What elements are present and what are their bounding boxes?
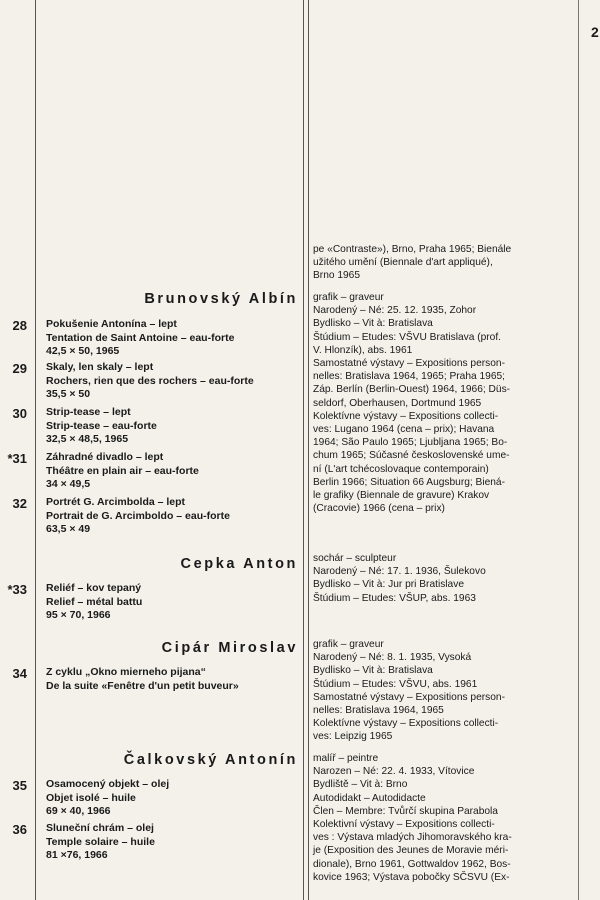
bio-line: nelles: Bratislava 1964, 1965 [313, 705, 444, 717]
bio-line: (Cracovie) 1966 (cena – prix) [313, 503, 445, 515]
work-line: Portrait de G. Arcimboldo – eau-forte [46, 509, 230, 522]
work-line: Z cyklu „Okno mierneho pijana“ [46, 666, 206, 678]
bio-line: Bydlisko – Vit à: Bratislava [313, 318, 433, 330]
work-line: Relief – métal battu [46, 595, 143, 608]
bio-line: ves : Výstava mladých Jihomoravského kra- [313, 832, 512, 844]
bio-line: V. Hlonzík), abs. 1961 [313, 344, 413, 356]
bio-line: ves: Leipzig 1965 [313, 731, 393, 743]
work-line: 95 × 70, 1966 [46, 609, 111, 621]
work-item [46, 822, 302, 863]
work-line: Osamocený objekt – olej [46, 778, 170, 790]
work-item [46, 451, 302, 492]
work-item [46, 496, 302, 537]
work-line: Reliéf – kov tepaný [46, 582, 142, 594]
work-item [46, 361, 302, 402]
work-line: Rochers, rien que des rochers – eau-forte [46, 374, 254, 387]
artist-name: Cepka Anton [180, 556, 298, 572]
bio-line: grafik – graveur [313, 292, 384, 303]
column-rule-left [35, 0, 36, 900]
column-rule-middle-a [303, 0, 304, 900]
work-line: Sluneční chrám – olej [46, 822, 154, 834]
artist-name: Cipár Miroslav [161, 640, 298, 656]
bio-line: pe «Contraste»), Brno, Praha 1965; Bienále [313, 244, 512, 255]
catalogue-number: 36 [12, 822, 27, 837]
bio-line: Člen – Membre: Tvůrčí skupina Parabola [313, 805, 498, 817]
bio-line: ves: Lugano 1964 (cena – prix); Havana [313, 424, 495, 436]
catalogue-number: 34 [12, 666, 27, 681]
artist-name: Čalkovský Antonín [123, 752, 298, 768]
work-line: 32,5 × 48,5, 1965 [46, 433, 129, 445]
bio-line: chum 1965; Súčasné československé ume- [313, 450, 510, 462]
catalogue-number: 30 [12, 406, 27, 421]
work-line: Tentation de Saint Antoine – eau-forte [46, 331, 235, 344]
artist-bio [313, 552, 575, 605]
work-line: 42,5 × 50, 1965 [46, 345, 120, 357]
bio-line: Bydlisko – Vit à: Bratislava [313, 665, 433, 677]
bio-line: Brno 1965 [313, 270, 361, 282]
bio-line: Štúdium – Etudes: VŠVU Bratislava (prof. [313, 331, 501, 343]
bio-line: Kolektívne výstavy – Expositions collecti- [313, 718, 499, 730]
work-item [46, 582, 302, 623]
work-item [46, 406, 302, 447]
work-line: Strip-tease – eau-forte [46, 419, 157, 432]
bio-line: Bydlisko – Vit à: Jur pri Bratislave [313, 579, 464, 591]
bio-line: seldorf, Oberhausen, Dortmund 1965 [313, 397, 482, 409]
work-line: 34 × 49,5 [46, 478, 91, 490]
bio-line: kovice 1963; Výstava pobočky SČSVU (Ex- [313, 871, 510, 883]
bio-line: Štúdium – Etudes: VŠVU, abs. 1961 [313, 678, 478, 690]
work-line: 35,5 × 50 [46, 388, 91, 400]
work-line: Skaly, len skaly – lept [46, 361, 154, 373]
catalogue-number: 35 [12, 778, 27, 793]
work-line: Objet isolé – huile [46, 791, 136, 804]
work-item [46, 666, 302, 693]
work-line: Portrét G. Arcimbolda – lept [46, 496, 186, 508]
bio-line: le grafiky (Biennale de gravure) Krakov [313, 490, 490, 502]
work-item [46, 778, 302, 819]
bio-line: Samostatné výstavy – Expositions person- [313, 358, 505, 370]
bio-line: užitého umění (Biennale d'art appliqué), [313, 257, 493, 269]
catalogue-number: *33 [7, 582, 27, 597]
bio-line: dionale), Brno 1961, Gottwaldov 1962, Bos- [313, 858, 511, 870]
bio-line: Autodidakt – Autodidacte [313, 792, 426, 804]
bio-line: Kolektívne výstavy – Expositions collecti- [313, 410, 499, 422]
bio-line: Samostatné výstavy – Expositions person- [313, 691, 505, 703]
work-line: De la suite «Fenêtre d'un petit buveur» [46, 679, 239, 692]
work-line: Pokušenie Antonína – lept [46, 318, 177, 330]
bio-line: Berlin 1966; Situation 66 Augsburg; Biená- [313, 476, 505, 488]
bio-line: je (Exposition des Jeunes de Moravie méri- [313, 845, 509, 857]
bio-line: Narodený – Né: 17. 1. 1936, Šulekovo [313, 566, 486, 578]
bio-line: 1964; São Paulo 1965; Ljubljana 1965; Bo- [313, 437, 508, 449]
work-line: 81 ×76, 1966 [46, 849, 108, 861]
column-rule-middle-b [308, 0, 309, 900]
bio-line: grafik – graveur [313, 639, 384, 650]
bio-line: Kolektivní výstavy – Expositions collecti- [313, 819, 495, 831]
work-line: 63,5 × 49 [46, 523, 91, 535]
artist-bio [313, 752, 575, 884]
column-rule-right [578, 0, 579, 900]
bio-line: nelles: Bratislava 1964, 1965; Praha 1965; [313, 371, 505, 383]
work-item [46, 318, 302, 359]
artist-bio [313, 291, 575, 515]
bio-line: sochár – sculpteur [313, 553, 397, 564]
bio-line: malíř – peintre [313, 753, 379, 764]
bio-line: Záp. Berlín (Berlin-Ouest) 1964, 1966; Düs- [313, 384, 511, 396]
bio-line: Narodený – Né: 25. 12. 1935, Zohor [313, 305, 477, 317]
bio-line: Štúdium – Etudes: VŠUP, abs. 1963 [313, 592, 476, 604]
catalogue-number: 32 [12, 496, 27, 511]
work-line: Théâtre en plain air – eau-forte [46, 464, 199, 477]
work-line: Temple solaire – huile [46, 835, 155, 848]
bio-line: ní (L'art tchécoslovaque contemporain) [313, 463, 489, 475]
bio-line: Bydliště – Vit à: Brno [313, 779, 408, 791]
work-line: Záhradné divadlo – lept [46, 451, 164, 463]
catalogue-number: 28 [12, 318, 27, 333]
work-line: Strip-tease – lept [46, 406, 131, 418]
work-line: 69 × 40, 1966 [46, 805, 111, 817]
bio-line: Narodený – Né: 8. 1. 1935, Vysoká [313, 652, 472, 664]
bio-line: Narozen – Né: 22. 4. 1933, Vítovice [313, 766, 475, 778]
page-number: 2 [591, 24, 599, 40]
artist-name: Brunovský Albín [144, 291, 298, 307]
catalogue-number: 29 [12, 361, 27, 376]
artist-bio [313, 638, 575, 744]
continued-bio [313, 243, 575, 283]
catalogue-number: *31 [7, 451, 27, 466]
